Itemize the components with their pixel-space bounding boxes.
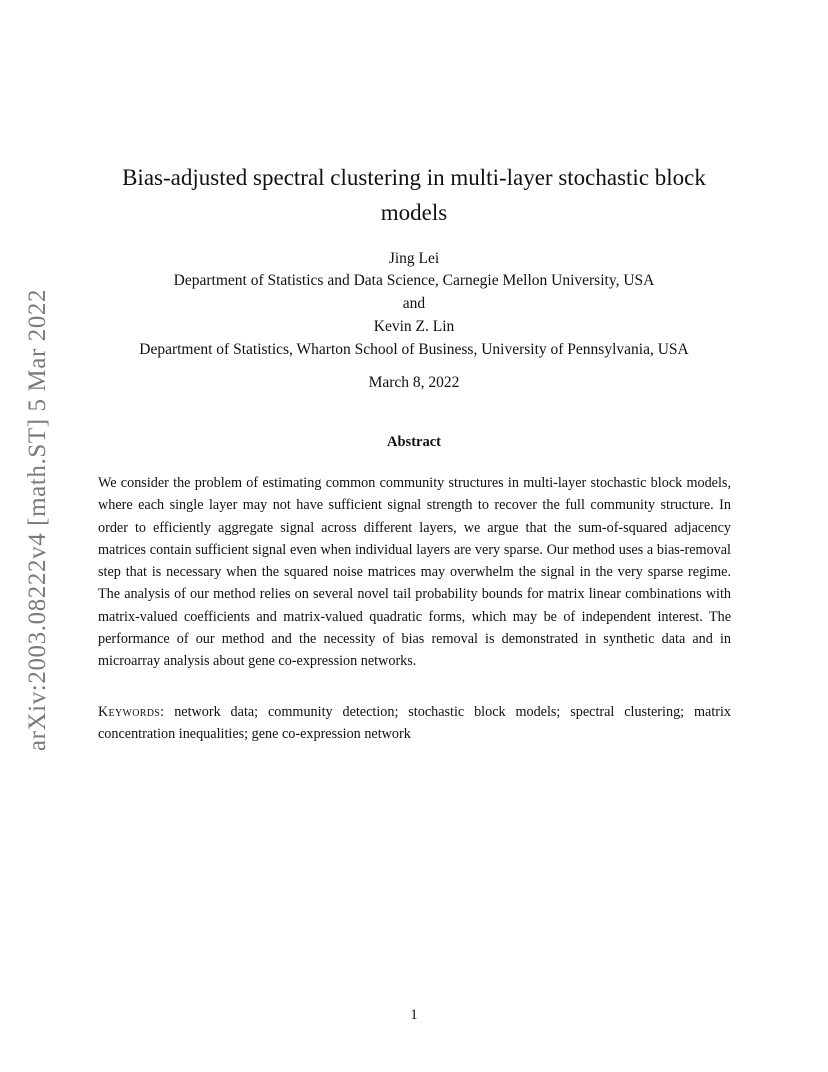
author-separator: and	[402, 295, 426, 312]
paper-date: March 8, 2022	[368, 374, 460, 391]
author-affiliation-2: Department of Statistics, Wharton School of Business, University of Pennsylvania, USA	[139, 341, 689, 358]
author-affiliation-1: Department of Statistics and Data Science, Carnegie Mellon University, USA	[173, 272, 655, 289]
paper-title	[100, 160, 728, 230]
keywords-section	[98, 701, 731, 746]
author-name-1: Jing Lei	[388, 250, 440, 267]
abstract-heading: Abstract	[387, 434, 441, 450]
page-number: 1	[410, 1007, 418, 1023]
abstract-body: We consider the problem of estimating common community structures in multi-layer stochastic block models, where each single layer may not have sufficient signal strength to recover the full community structure. In order to efficiently aggregate signal across different layers, we argue that the sum-of-squared adjacency matrices contain sufficient signal even when individual layers are very sparse. Our method uses a bias-removal step that is necessary when the squared noise matrices may overwhelm the signal in the very sparse regime. The analysis of our method relies on several novel tail probability bounds for matrix linear combinations with matrix-valued coefficients and matrix-valued quadratic forms, which may be of independent interest. The performance of our method and the necessity of bias removal is demonstrated in synthetic data and in microarray analysis about gene co-expression networks.	[98, 475, 731, 670]
author-name-2: Kevin Z. Lin	[373, 318, 455, 335]
arxiv-identifier-stamp: arXiv:2003.08222v4 [math.ST] 5 Mar 2022	[24, 288, 51, 752]
paper-title-line-1: Bias-adjusted spectral clustering in multi-layer stochastic block	[122, 165, 706, 190]
paper-title-line-2: models	[380, 200, 448, 225]
keywords-label: Keywords:	[98, 704, 165, 720]
keywords-text: network data; community detection; stochastic block models; spectral clustering; matrix concentration inequalities; gene co-expression network	[98, 704, 731, 743]
